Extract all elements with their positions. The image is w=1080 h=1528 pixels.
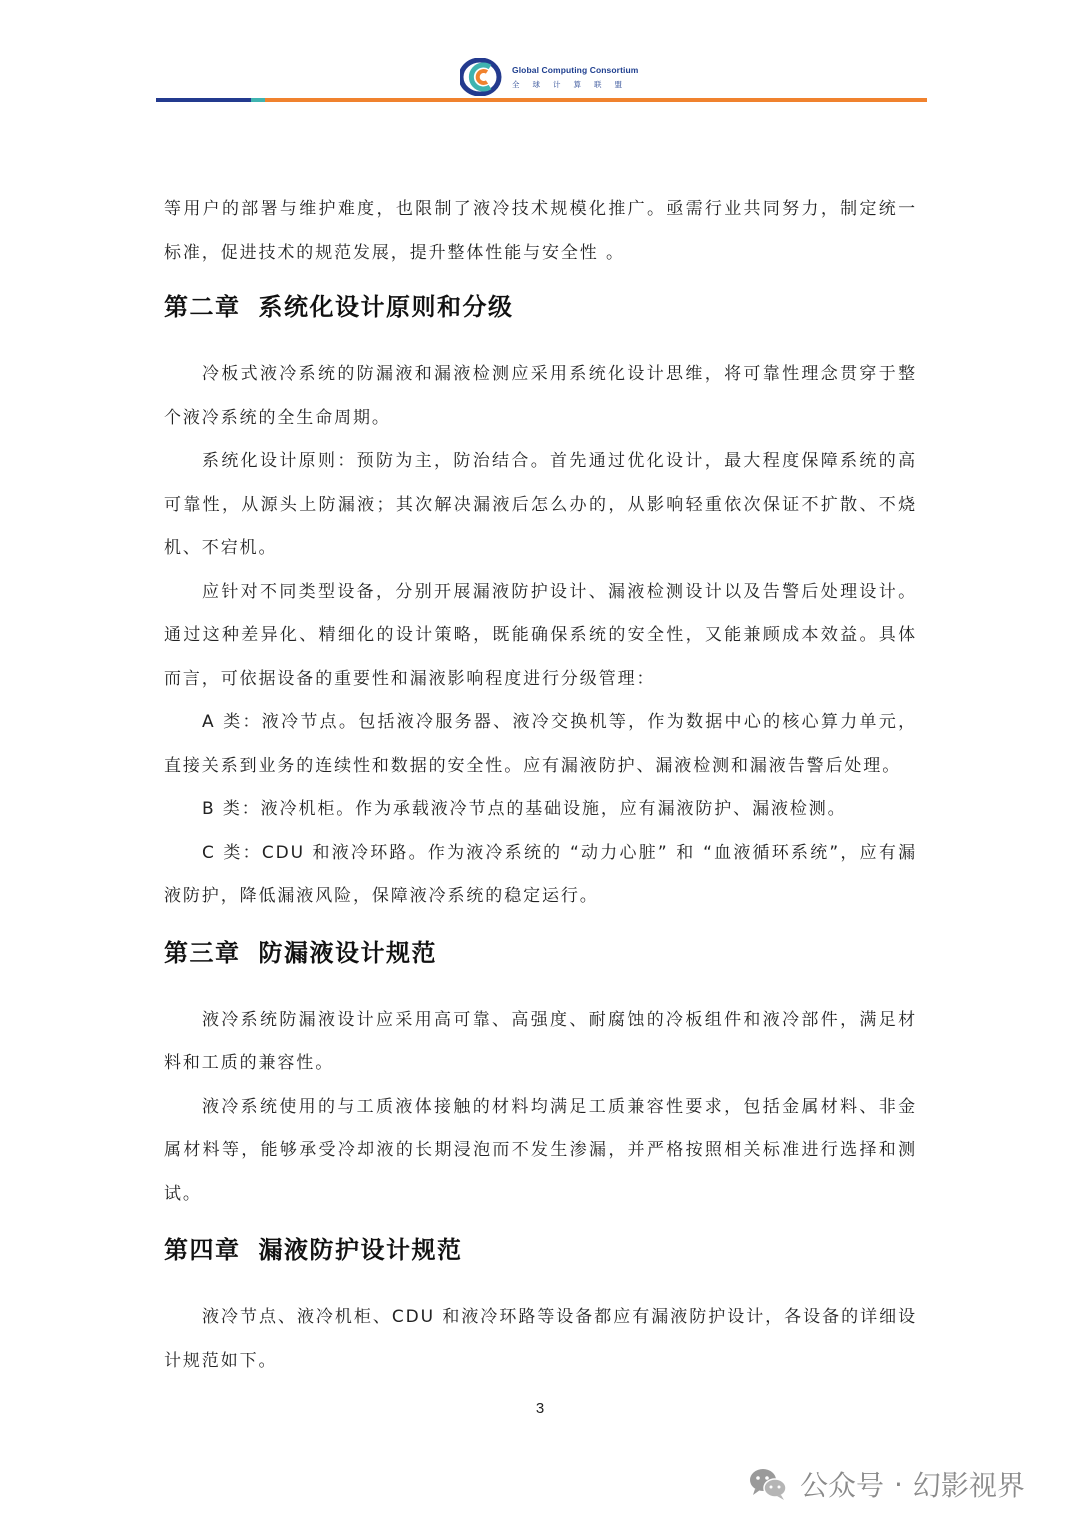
chapter-3-paragraph: 液冷系统防漏液设计应采用高可靠、高强度、耐腐蚀的冷板组件和液冷部件，满足材料和工质的兼容性。	[164, 1009, 917, 1073]
chapter-4-title: 漏液防护设计规范	[258, 1235, 463, 1264]
consortium-logo	[460, 58, 650, 96]
chapter-3-heading	[164, 938, 917, 968]
chapter-2-heading	[164, 292, 917, 322]
page-number: 3	[535, 1400, 545, 1417]
logo-chinese-name: 全球计算联盟	[512, 80, 635, 89]
divider-orange-segment	[265, 98, 927, 102]
chapter-2-number: 第二章	[164, 292, 241, 321]
logo-english-name: Global Computing Consortium	[512, 65, 639, 75]
chapter-4-heading	[164, 1235, 917, 1265]
class-c-paragraph: C 类：CDU 和液冷环路。作为液冷系统的 “动力心脏” 和 “血液循环系统”，应有漏液防护，降低漏液风险，保障液冷系统的稳定运行。	[164, 842, 917, 906]
chapter-2-paragraph: 系统化设计原则：预防为主，防治结合。首先通过优化设计，最大程度保障系统的高可靠性，从源头上防漏液；其次解决漏液后怎么办的，从影响轻重依次保证不扩散、不烧机、不宕机。	[164, 451, 917, 558]
chapter-3-paragraph: 液冷系统使用的与工质液体接触的材料均满足工质兼容性要求，包括金属材料、非金属材料等，能够承受冷却液的长期浸泡而不发生渗漏，并严格按照相关标准进行选择和测试。	[164, 1096, 917, 1204]
wechat-watermark	[748, 1462, 1025, 1506]
wechat-icon	[748, 1467, 788, 1501]
chapter-3-number: 第三章	[164, 937, 241, 967]
class-a-paragraph: A 类：液冷节点。包括液冷服务器、液冷交换机等，作为数据中心的核心算力单元，直接关系到业务的连续性和数据的安全性。应有漏液防护、漏液检测和漏液告警后处理。	[164, 712, 917, 776]
document-body	[164, 188, 917, 1383]
chapter-4-number: 第四章	[164, 1235, 241, 1264]
consortium-logo-icon	[460, 58, 504, 96]
chapter-2-paragraph: 应针对不同类型设备，分别开展漏液防护设计、漏液检测设计以及告警后处理设计。通过这种差异化、精细化的设计策略，既能确保系统的安全性，又能兼顾成本效益。具体而言，可依据设备的重要性和漏液影响程度进行分级管理：	[164, 581, 917, 689]
chapter-2-title: 系统化设计原则和分级	[258, 292, 514, 321]
class-b-paragraph: B 类：液冷机柜。作为承载液冷节点的基础设施，应有漏液防护、漏液检测。	[202, 799, 847, 819]
chapter-4-paragraph: 液冷节点、液冷机柜、CDU 和液冷环路等设备都应有漏液防护设计，各设备的详细设计规范如下。	[164, 1307, 917, 1371]
continuation-paragraph: 等用户的部署与维护难度，也限制了液冷技术规模化推广。亟需行业共同努力，制定统一标准，促进技术的规范发展，提升整体性能与安全性 。	[164, 199, 917, 263]
header-divider	[156, 98, 927, 102]
watermark-account: 幻影视界	[912, 1469, 1025, 1502]
chapter-2-paragraph: 冷板式液冷系统的防漏液和漏液检测应采用系统化设计思维，将可靠性理念贯穿于整个液冷系统的全生命周期。	[164, 364, 917, 428]
watermark-label: 公众号	[800, 1469, 885, 1502]
divider-teal-segment	[251, 98, 265, 102]
chapter-3-title: 防漏液设计规范	[258, 937, 437, 967]
watermark-separator: ·	[894, 1467, 903, 1501]
divider-blue-segment	[156, 98, 251, 102]
